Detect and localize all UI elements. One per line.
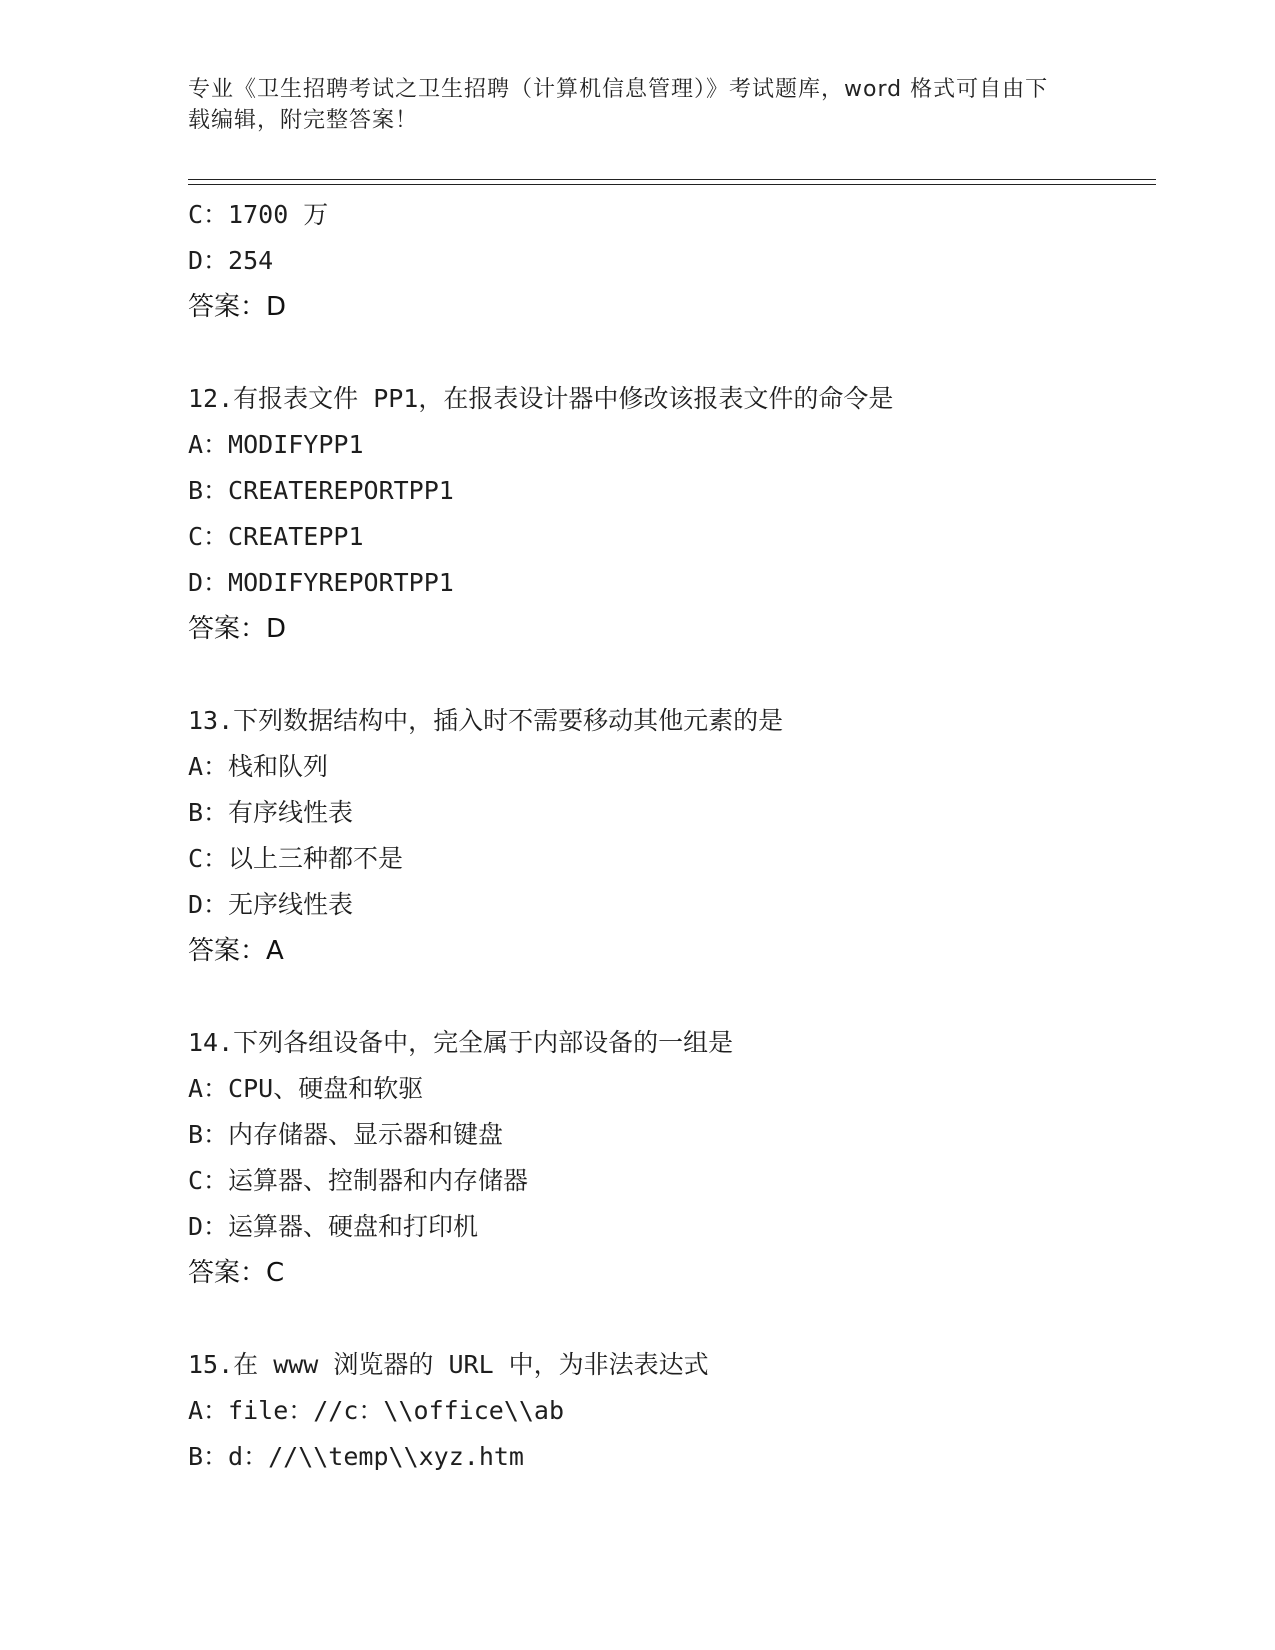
option-d: D：MODIFYREPORTPP1	[188, 568, 454, 597]
answer-line: 答案：C	[188, 1258, 285, 1288]
document-header: 专业《卫生招聘考试之卫生招聘（计算机信息管理）》考试题库，word 格式可自由下载编辑，附完整答案！	[188, 77, 1049, 133]
option-a: A：file：//c：\\office\\ab	[188, 1396, 565, 1425]
header-rule-bottom	[188, 184, 1156, 185]
question-text: 14.下列各组设备中，完全属于内部设备的一组是	[188, 1028, 734, 1057]
option-d: D：无序线性表	[188, 890, 354, 919]
question-block	[188, 1020, 1148, 1296]
answer-line: 答案：D	[188, 614, 287, 644]
answer-line: 答案：A	[188, 936, 284, 966]
question-text: 15.在 www 浏览器的 URL 中，为非法表达式	[188, 1350, 709, 1379]
answer-line: 答案：D	[188, 292, 287, 322]
question-block	[188, 698, 1148, 974]
header-rule-top	[188, 179, 1156, 180]
question-block	[188, 376, 1148, 652]
question-text: 13.下列数据结构中，插入时不需要移动其他元素的是	[188, 706, 784, 735]
option-c: C：1700 万	[188, 200, 329, 229]
option-c: C：运算器、控制器和内存储器	[188, 1166, 529, 1195]
option-c: C：以上三种都不是	[188, 844, 404, 873]
option-c: C：CREATEPP1	[188, 522, 364, 551]
option-b: B：CREATEREPORTPP1	[188, 476, 454, 505]
question-list	[188, 192, 1148, 1480]
option-a: A：栈和队列	[188, 752, 329, 781]
option-d: D：254	[188, 246, 274, 275]
question-block	[188, 192, 1148, 330]
question-text: 12.有报表文件 PP1，在报表设计器中修改该报表文件的命令是	[188, 384, 894, 413]
option-d: D：运算器、硬盘和打印机	[188, 1212, 479, 1241]
option-a: A：CPU、硬盘和软驱	[188, 1074, 424, 1103]
option-b: B：内存储器、显示器和键盘	[188, 1120, 504, 1149]
option-b: B：有序线性表	[188, 798, 354, 827]
option-a: A：MODIFYPP1	[188, 430, 364, 459]
question-block	[188, 1342, 1148, 1480]
option-b: B：d：//\\temp\\xyz.htm	[188, 1442, 524, 1471]
